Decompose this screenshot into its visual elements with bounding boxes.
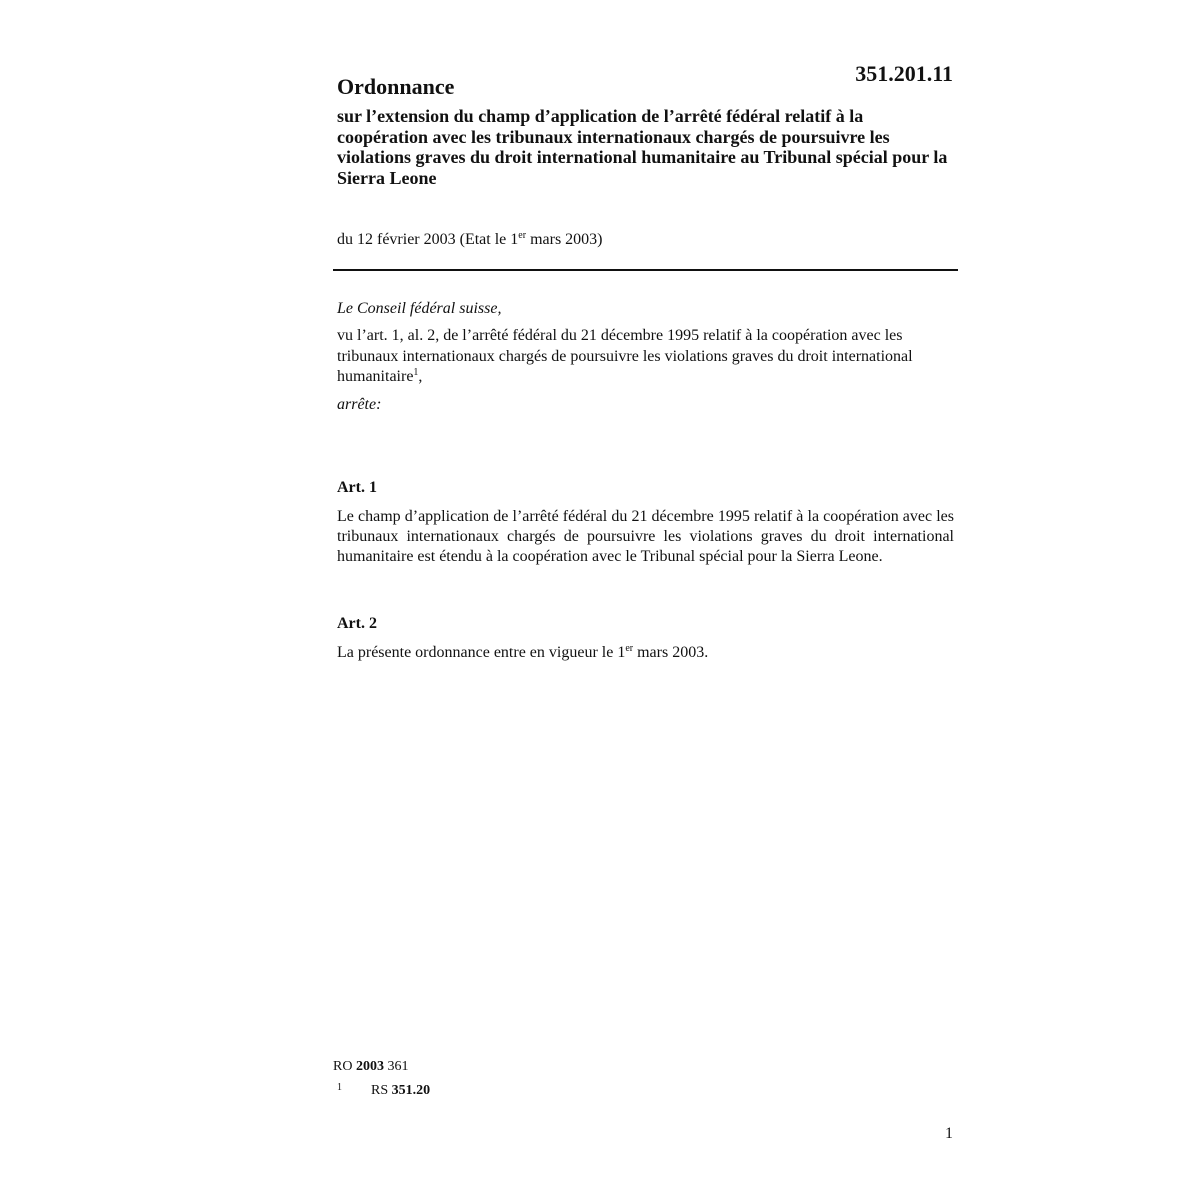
ro-reference xyxy=(333,1058,408,1076)
footnote-number: 1 xyxy=(337,1082,342,1093)
ro-page: 361 xyxy=(383,1059,409,1074)
ro-prefix: RO xyxy=(333,1059,356,1074)
preamble-authority: Le Conseil fédéral suisse, xyxy=(337,300,502,317)
article-2-body-suffix: mars 2003. xyxy=(633,644,709,661)
page-number: 1 xyxy=(945,1125,953,1142)
preamble-text xyxy=(337,326,937,388)
footnote-sr-reference[interactable]: 351.20 xyxy=(391,1083,431,1098)
preamble-body: vu l’art. 1, al. 2, de l’arrêté fédéral du 21 décembre 1995 relatif à la coopération avec les tribunaux internationaux chargés de poursuivre les violations graves du droit international humanitaire xyxy=(337,327,913,385)
article-2-body xyxy=(337,643,954,663)
document-date xyxy=(337,230,603,250)
article-2-body-prefix: La présente ordonnance entre en vigueur le 1 xyxy=(337,644,626,661)
article-1-heading: Art. 1 xyxy=(337,479,377,496)
footnote xyxy=(337,1079,430,1100)
article-2-heading: Art. 2 xyxy=(337,615,377,632)
document-subtitle: sur l’extension du champ d’application de l’arrêté fédéral relatif à la coopération avec les tribunaux internationaux chargés de poursuivre les violations graves du droit international humanitaire au Tribunal spécial pour la Sierra Leone xyxy=(337,106,948,188)
preamble-decree: arrête: xyxy=(337,396,382,413)
footnote-prefix: RS xyxy=(371,1083,392,1098)
header-divider xyxy=(333,269,958,271)
ro-year: 2003 xyxy=(355,1059,384,1074)
sr-number: 351.201.11 xyxy=(855,61,953,86)
preamble-text-end: , xyxy=(418,368,423,385)
footnote-reference[interactable]: 1 xyxy=(413,367,419,378)
date-suffix: mars 2003) xyxy=(526,231,603,248)
article-2-superscript: er xyxy=(625,643,634,654)
document-title: Ordonnance xyxy=(337,74,455,99)
article-1-body: Le champ d’application de l’arrêté fédéral du 21 décembre 1995 relatif à la coopération avec les tribunaux internationaux chargés de poursuivre les violations graves du droit international humanitaire est étendu à la coopération avec le Tribunal spécial pour la Sierra Leone. xyxy=(337,508,954,565)
date-superscript: er xyxy=(518,230,527,241)
date-prefix: du 12 février 2003 (Etat le 1 xyxy=(337,231,519,248)
